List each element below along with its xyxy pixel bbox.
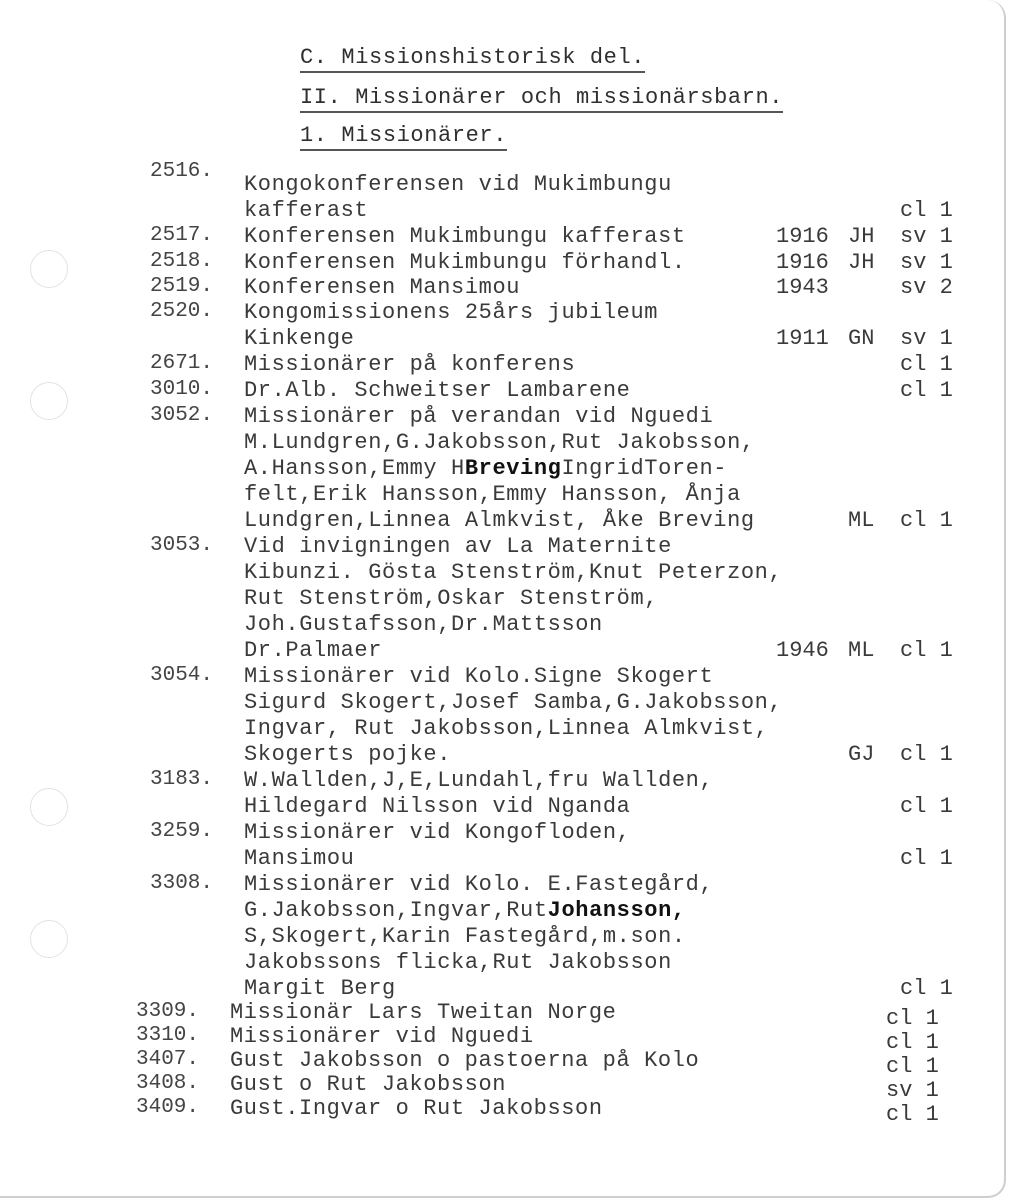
- stamped-correction: Breving: [464, 456, 562, 481]
- punch-hole-icon: [30, 250, 68, 288]
- entry-year: 1916: [776, 224, 829, 249]
- format-code: cl 1: [900, 508, 953, 533]
- catalog-number: 3054.: [150, 664, 214, 687]
- entry-text: Dr.Palmaer: [244, 638, 383, 663]
- entry-year: 1946: [776, 638, 829, 663]
- punch-hole-icon: [30, 920, 68, 958]
- format-code: cl 1: [900, 638, 953, 663]
- entry-text: Missionär Lars Tweitan Norge: [230, 1000, 617, 1025]
- entry-year: 1943: [776, 275, 829, 300]
- entry-text: Kinkenge: [244, 326, 355, 351]
- entry-text: Ingvar, Rut Jakobsson,Linnea Almkvist,: [244, 716, 769, 741]
- entry-text: W.Wallden,J,E,Lundahl,fru Wallden,: [244, 768, 714, 793]
- format-code: sv 1: [886, 1078, 939, 1103]
- entry-text: S,Skogert,Karin Fastegård,m.son.: [244, 924, 686, 949]
- entry-text: Dr.Alb. Schweitser Lambarene: [244, 378, 631, 403]
- format-code: cl 1: [900, 378, 953, 403]
- entry-text: Skogerts pojke.: [244, 742, 452, 767]
- entry-text: Missionärer på konferens: [244, 352, 576, 377]
- entry-text: Kongokonferensen vid Mukimbungu: [244, 172, 672, 197]
- format-code: cl 1: [900, 352, 953, 377]
- entry-text: Konferensen Mukimbungu förhandl.: [244, 250, 686, 275]
- format-code: cl 1: [900, 198, 953, 223]
- entry-text: Konferensen Mukimbungu kafferast: [244, 224, 686, 249]
- format-code: cl 1: [886, 1030, 939, 1055]
- entry-text: Jakobssons flicka,Rut Jakobsson: [244, 950, 672, 975]
- catalog-number: 2518.: [150, 250, 214, 273]
- entry-text: A.Hansson,Emmy HBrevingIngridToren-: [244, 456, 728, 481]
- catalog-number: 2517.: [150, 224, 214, 247]
- stamped-correction: Johansson,: [547, 898, 686, 923]
- catalog-number: 3010.: [150, 378, 214, 401]
- catalog-number: 3309.: [136, 1000, 200, 1023]
- entry-text: Missionärer vid Kolo. E.Fastegård,: [244, 872, 714, 897]
- catalog-number: 2516.: [150, 160, 214, 183]
- entry-text: Missionärer vid Kolo.Signe Skogert: [244, 664, 714, 689]
- catalog-number: 3407.: [136, 1048, 200, 1071]
- catalog-number: 2671.: [150, 352, 214, 375]
- entry-text: Kongomissionens 25års jubileum: [244, 300, 659, 325]
- format-code: sv 1: [900, 326, 953, 351]
- format-code: cl 1: [886, 1006, 939, 1031]
- entry-text: Joh.Gustafsson,Dr.Mattsson: [244, 612, 603, 637]
- punch-hole-icon: [30, 382, 68, 420]
- catalog-number: 2519.: [150, 275, 214, 298]
- entry-text: Gust Jakobsson o pastoerna på Kolo: [230, 1048, 700, 1073]
- photographer-initials: ML: [848, 508, 875, 533]
- photographer-initials: ML: [848, 638, 875, 663]
- entry-text: Missionärer vid Nguedi: [230, 1024, 534, 1049]
- photographer-initials: JH: [848, 250, 875, 275]
- entry-text: Vid invigningen av La Maternite: [244, 534, 672, 559]
- format-code: sv 1: [900, 250, 953, 275]
- entry-year: 1916: [776, 250, 829, 275]
- format-code: sv 1: [900, 224, 953, 249]
- format-code: cl 1: [886, 1102, 939, 1127]
- punch-hole-icon: [30, 788, 68, 826]
- catalog-number: 3053.: [150, 534, 214, 557]
- catalog-number: 3408.: [136, 1072, 200, 1095]
- catalog-number: 3052.: [150, 404, 214, 427]
- catalog-number: 3183.: [150, 768, 214, 791]
- catalog-number: 3308.: [150, 872, 214, 895]
- catalog-number: 3409.: [136, 1096, 200, 1119]
- catalog-number: 3259.: [150, 820, 214, 843]
- entry-text: kafferast: [244, 198, 369, 223]
- entry-text: M.Lundgren,G.Jakobsson,Rut Jakobsson,: [244, 430, 755, 455]
- entry-text: Hildegard Nilsson vid Nganda: [244, 794, 631, 819]
- entry-text: Sigurd Skogert,Josef Samba,G.Jakobsson,: [244, 690, 783, 715]
- format-code: cl 1: [900, 794, 953, 819]
- format-code: sv 2: [900, 275, 953, 300]
- format-code: cl 1: [900, 846, 953, 871]
- entry-year: 1911: [776, 326, 829, 351]
- format-code: cl 1: [900, 742, 953, 767]
- entry-text: Lundgren,Linnea Almkvist, Åke Breving: [244, 508, 755, 533]
- entry-text: G.Jakobsson,Ingvar,RutJohansson,: [244, 898, 686, 923]
- subsection-heading: II. Missionärer och missionärsbarn.: [300, 85, 783, 110]
- entry-text: Rut Stenström,Oskar Stenström,: [244, 586, 659, 611]
- entry-text: felt,Erik Hansson,Emmy Hansson, Ånja: [244, 482, 741, 507]
- section-heading: C. Missionshistorisk del.: [300, 45, 645, 70]
- entry-text: Kibunzi. Gösta Stenström,Knut Peterzon,: [244, 560, 783, 585]
- catalog-number: 3310.: [136, 1024, 200, 1047]
- entry-text: Missionärer vid Kongofloden,: [244, 820, 631, 845]
- photographer-initials: GJ: [848, 742, 875, 767]
- photographer-initials: GN: [848, 326, 875, 351]
- catalog-number: 2520.: [150, 300, 214, 323]
- entry-text: Gust.Ingvar o Rut Jakobsson: [230, 1096, 603, 1121]
- format-code: cl 1: [900, 976, 953, 1001]
- entry-text: Margit Berg: [244, 976, 396, 1001]
- sub-subsection-heading: 1. Missionärer.: [300, 123, 507, 148]
- photographer-initials: JH: [848, 224, 875, 249]
- entry-text: Missionärer på verandan vid Nguedi: [244, 404, 714, 429]
- entry-text: Konferensen Mansimou: [244, 275, 521, 300]
- entry-text: Mansimou: [244, 846, 355, 871]
- format-code: cl 1: [886, 1054, 939, 1079]
- entry-text: Gust o Rut Jakobsson: [230, 1072, 507, 1097]
